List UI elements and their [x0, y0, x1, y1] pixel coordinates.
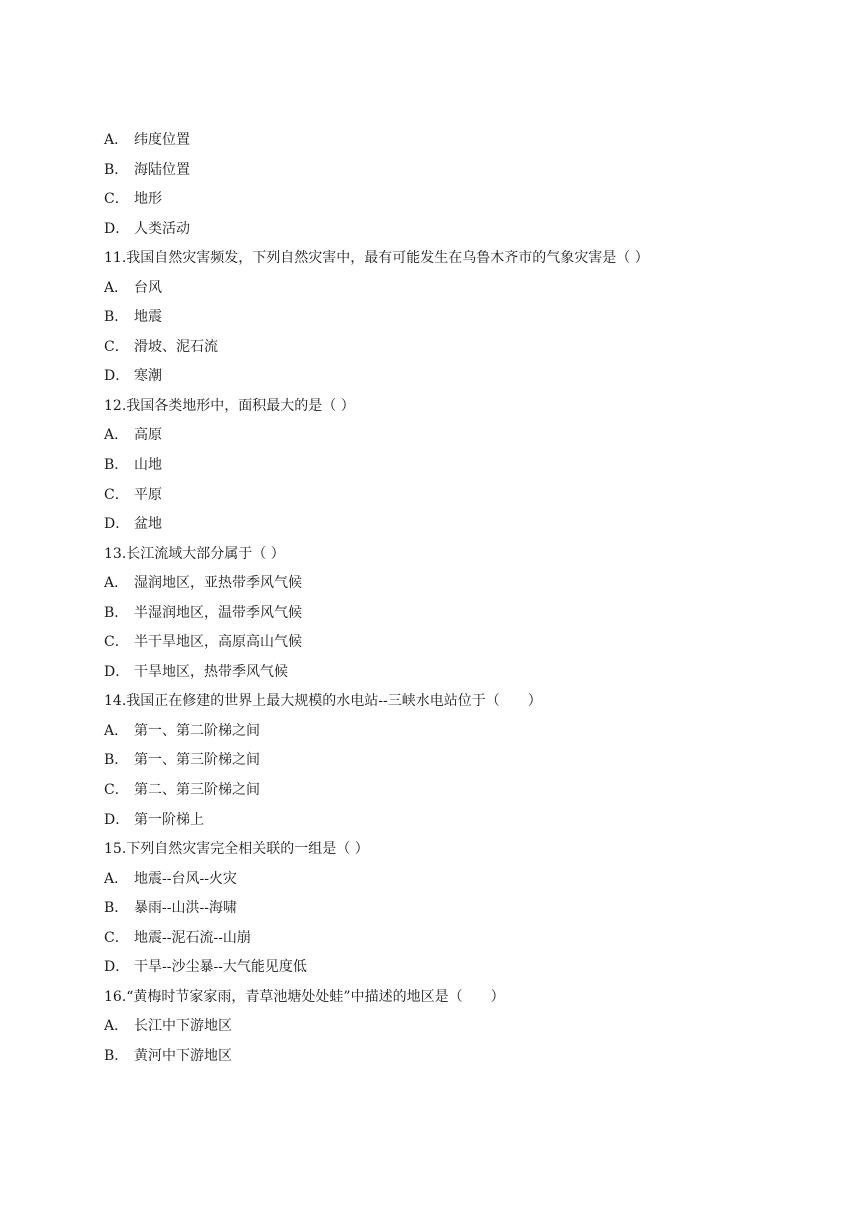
option-text: 人类活动: [134, 220, 190, 237]
option-letter: D．: [104, 663, 130, 680]
option-letter: A．: [104, 722, 129, 739]
option-text: 长江中下游地区: [134, 1018, 232, 1035]
option-letter: B．: [104, 457, 129, 474]
option-letter: C．: [104, 191, 129, 208]
option-letter: B．: [104, 752, 129, 769]
answer-option: [104, 481, 754, 511]
answer-option: [104, 362, 754, 392]
option-text: 盆地: [134, 516, 162, 533]
question-stem: 14.我国正在修建的世界上最大规模的水电站--三峡水电站位于（ ）: [104, 693, 542, 710]
answer-option: [104, 776, 754, 806]
option-letter: C．: [104, 634, 129, 651]
option-letter: B．: [104, 604, 129, 621]
option-letter: C．: [104, 486, 129, 503]
option-text: 海陆位置: [134, 161, 190, 178]
option-letter: D．: [104, 811, 130, 828]
option-text: 干旱地区，热带季风气候: [134, 663, 288, 680]
option-text: 滑坡、泥石流: [134, 338, 218, 355]
answer-option: [104, 1042, 754, 1072]
option-letter: B．: [104, 900, 129, 917]
option-text: 半干旱地区，高原高山气候: [134, 634, 302, 651]
answer-option: [104, 510, 754, 540]
option-letter: C．: [104, 782, 129, 799]
option-text: 湿润地区，亚热带季风气候: [134, 575, 302, 592]
option-text: 地震--泥石流--山崩: [134, 929, 251, 946]
answer-option: [104, 806, 754, 836]
answer-option: [104, 894, 754, 924]
option-letter: C．: [104, 929, 129, 946]
option-text: 寒潮: [134, 368, 162, 385]
answer-option: [104, 185, 754, 215]
question-stem: 16.“黄梅时节家家雨，青草池塘处处蛙”中描述的地区是（ ）: [104, 988, 505, 1005]
option-letter: A．: [104, 279, 129, 296]
option-letter: C．: [104, 338, 129, 355]
answer-option: [104, 924, 754, 954]
answer-option: [104, 599, 754, 629]
option-letter: D．: [104, 516, 130, 533]
answer-option: [104, 746, 754, 776]
answer-option: [104, 126, 754, 156]
answer-option: [104, 628, 754, 658]
answer-option: [104, 1012, 754, 1042]
option-letter: A．: [104, 1018, 129, 1035]
option-letter: A．: [104, 870, 129, 887]
option-text: 地形: [134, 191, 162, 208]
option-letter: B．: [104, 161, 129, 178]
option-text: 干旱--沙尘暴--大气能见度低: [134, 959, 307, 976]
answer-option: [104, 303, 754, 333]
option-text: 山地: [134, 457, 162, 474]
option-letter: B．: [104, 309, 129, 326]
option-text: 地震--台风--火灾: [134, 870, 237, 887]
option-text: 平原: [134, 486, 162, 503]
option-text: 黄河中下游地区: [134, 1047, 232, 1064]
option-text: 第一阶梯上: [134, 811, 204, 828]
option-text: 台风: [134, 279, 162, 296]
option-text: 纬度位置: [134, 132, 190, 148]
question-stem: 12.我国各类地形中，面积最大的是（ ）: [104, 397, 355, 414]
question-stem: 13.长江流域大部分属于（ ）: [104, 545, 285, 562]
option-letter: D．: [104, 368, 130, 385]
option-letter: A．: [104, 132, 129, 148]
answer-option: [104, 865, 754, 895]
answer-option: [104, 274, 754, 304]
option-letter: D．: [104, 959, 130, 976]
answer-option: [104, 569, 754, 599]
option-text: 地震: [134, 309, 162, 326]
answer-option: [104, 156, 754, 186]
answer-option: [104, 421, 754, 451]
question-stem: 15.下列自然灾害完全相关联的一组是（ ）: [104, 841, 369, 858]
option-letter: A．: [104, 575, 129, 592]
option-text: 暴雨--山洪--海啸: [134, 900, 237, 917]
option-text: 半湿润地区，温带季风气候: [134, 604, 302, 621]
answer-option: [104, 333, 754, 363]
option-text: 第一、第三阶梯之间: [134, 752, 260, 769]
option-text: 高原: [134, 427, 162, 444]
answer-option: [104, 451, 754, 481]
answer-option: [104, 215, 754, 245]
answer-option: [104, 717, 754, 747]
option-letter: A．: [104, 427, 129, 444]
exam-question-list: [104, 126, 754, 1072]
option-letter: D．: [104, 220, 130, 237]
option-text: 第一、第二阶梯之间: [134, 722, 260, 739]
option-letter: B．: [104, 1047, 129, 1064]
answer-option: [104, 953, 754, 983]
question-stem: 11.我国自然灾害频发，下列自然灾害中，最有可能发生在乌鲁木齐市的气象灾害是（ ）: [104, 250, 649, 267]
answer-option: [104, 658, 754, 688]
option-text: 第二、第三阶梯之间: [134, 782, 260, 799]
